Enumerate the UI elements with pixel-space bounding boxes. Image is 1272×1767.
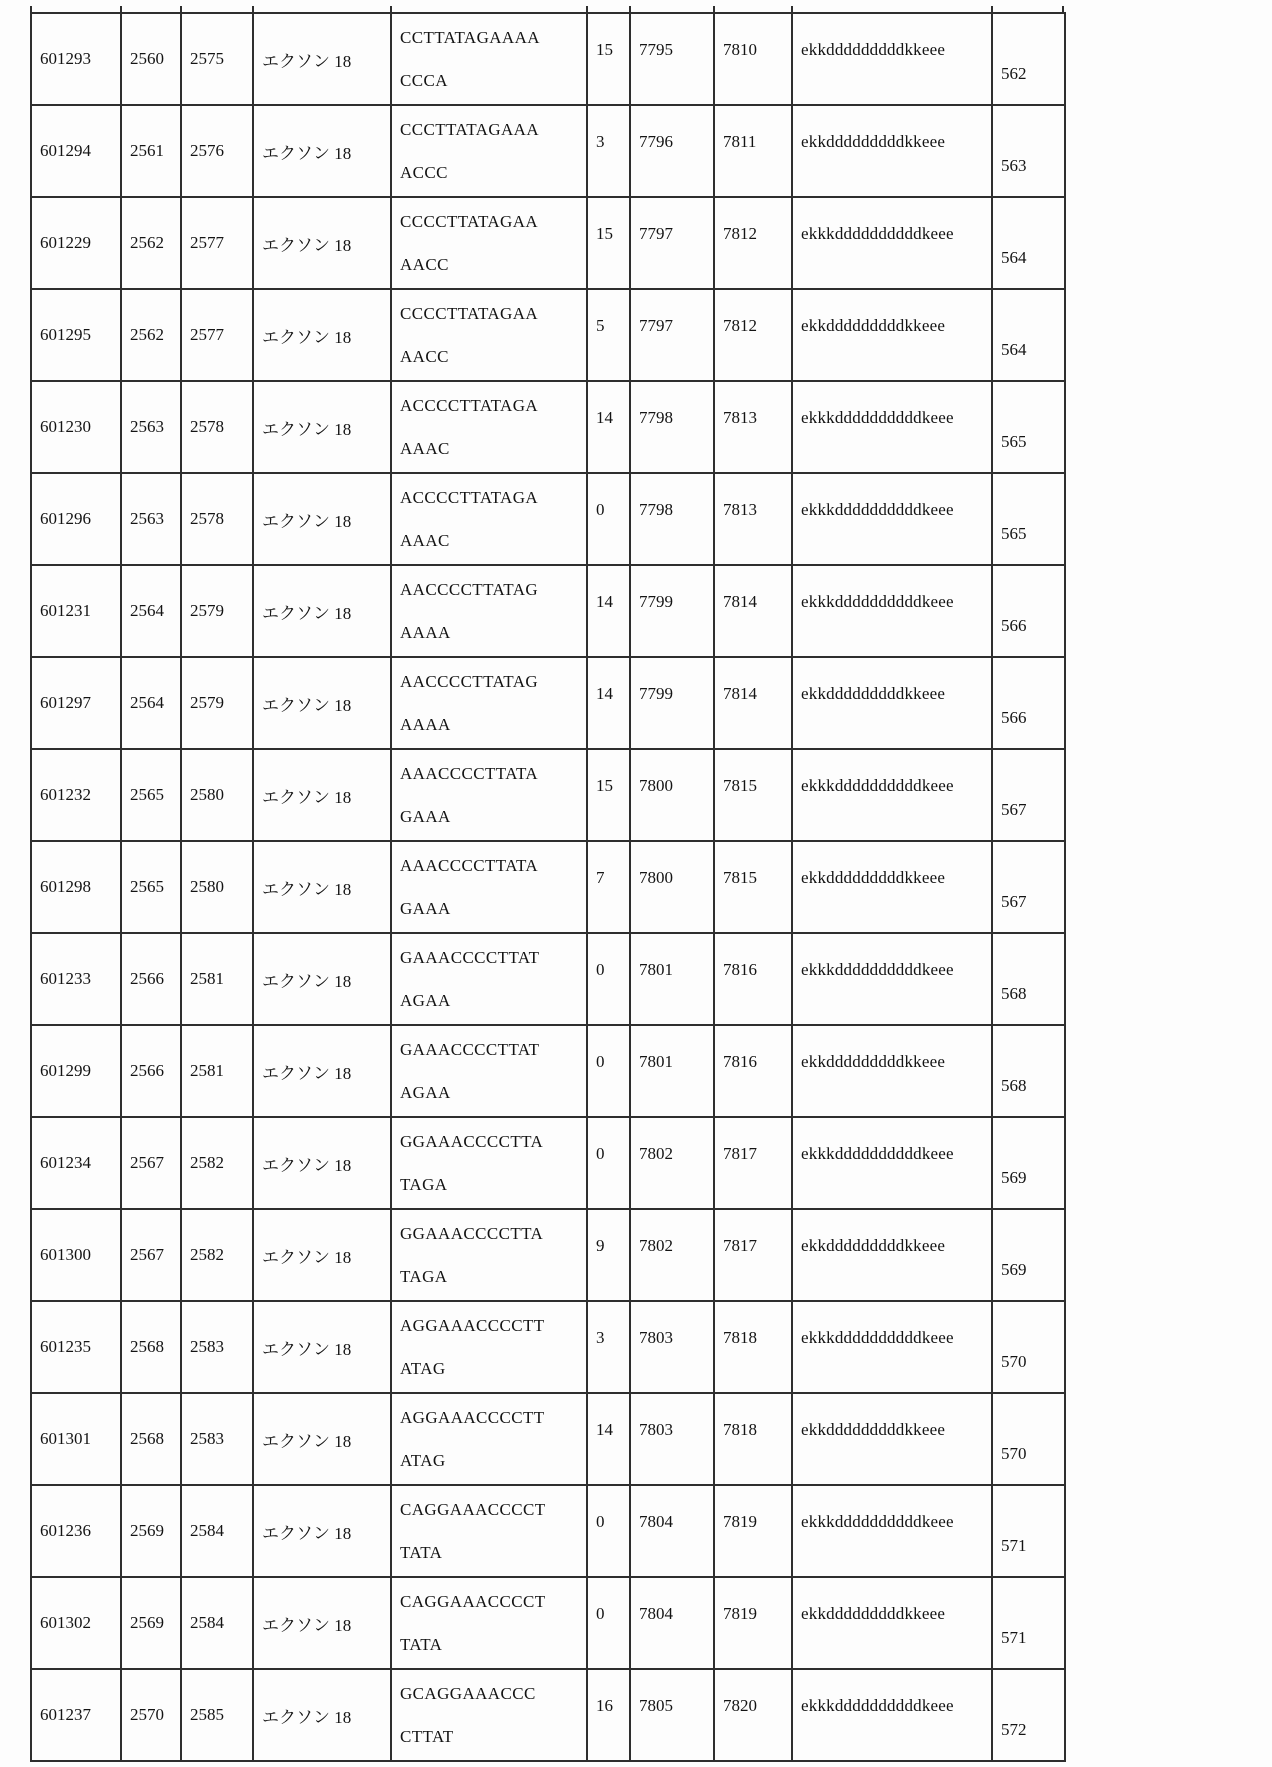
sequence-line-1: AGGAAACCCCTT [400, 1408, 545, 1427]
cell-seq-number: 566 [992, 565, 1065, 657]
cell-sequence [391, 1577, 587, 1669]
cell-chemistry-pattern: ekkdddddddddkkeee [792, 13, 992, 105]
cell-end: 2579 [181, 657, 253, 749]
cell-position-end: 7814 [714, 657, 792, 749]
sequence-line-1: ACCCCTTATAGA [400, 396, 539, 415]
cell-sequence [391, 1209, 587, 1301]
cell-oligo-id: 601229 [31, 197, 121, 289]
cell-chemistry-pattern: ekkdddddddddkkeee [792, 1393, 992, 1485]
cell-start: 2560 [121, 13, 181, 105]
cell-chemistry-pattern: ekkkddddddddddkeee [792, 381, 992, 473]
cell-count: 14 [587, 1393, 630, 1485]
cell-count: 14 [587, 565, 630, 657]
cell-position-end: 7817 [714, 1117, 792, 1209]
sequence-line-1: CCCCTTATAGAA [400, 212, 539, 231]
cell-oligo-id: 601297 [31, 657, 121, 749]
cell-seq-number: 567 [992, 841, 1065, 933]
cell-end: 2583 [181, 1393, 253, 1485]
cell-seq-number: 571 [992, 1485, 1065, 1577]
table-row [31, 1485, 1065, 1577]
cell-sequence [391, 1393, 587, 1485]
sequence-line-2: GAAA [400, 807, 451, 826]
cell-position-start: 7801 [630, 1025, 714, 1117]
cell-end: 2577 [181, 289, 253, 381]
cell-exon: エクソン 18 [253, 105, 391, 197]
cell-position-end: 7819 [714, 1577, 792, 1669]
cell-sequence [391, 1301, 587, 1393]
cell-chemistry-pattern: ekkdddddddddkkeee [792, 1025, 992, 1117]
cell-start: 2565 [121, 749, 181, 841]
cell-end: 2582 [181, 1117, 253, 1209]
cell-start: 2563 [121, 381, 181, 473]
cell-exon: エクソン 18 [253, 841, 391, 933]
sequence-line-2: TATA [400, 1543, 443, 1562]
cell-sequence [391, 105, 587, 197]
cell-start: 2565 [121, 841, 181, 933]
cell-position-end: 7813 [714, 381, 792, 473]
sequence-line-2: CTTAT [400, 1727, 454, 1746]
cell-position-start: 7802 [630, 1117, 714, 1209]
cell-chemistry-pattern: ekkkddddddddddkeee [792, 565, 992, 657]
cell-oligo-id: 601302 [31, 1577, 121, 1669]
cell-oligo-id: 601293 [31, 13, 121, 105]
cell-count: 0 [587, 1025, 630, 1117]
cell-seq-number: 570 [992, 1393, 1065, 1485]
sequence-line-1: GAAACCCCTTAT [400, 948, 540, 967]
cell-sequence [391, 1117, 587, 1209]
sequence-line-2: ATAG [400, 1451, 446, 1470]
cell-count: 0 [587, 1485, 630, 1577]
cell-count: 7 [587, 841, 630, 933]
cell-position-start: 7798 [630, 473, 714, 565]
cell-end: 2578 [181, 381, 253, 473]
sequence-line-2: TAGA [400, 1175, 448, 1194]
cell-position-start: 7805 [630, 1669, 714, 1761]
cell-end: 2578 [181, 473, 253, 565]
cell-end: 2582 [181, 1209, 253, 1301]
cell-position-start: 7804 [630, 1485, 714, 1577]
sequence-line-2: ACCC [400, 163, 448, 182]
cell-chemistry-pattern: ekkkddddddddddkeee [792, 197, 992, 289]
cell-position-start: 7803 [630, 1301, 714, 1393]
cell-seq-number: 562 [992, 13, 1065, 105]
cell-count: 14 [587, 381, 630, 473]
cell-seq-number: 569 [992, 1209, 1065, 1301]
cell-chemistry-pattern: ekkkddddddddddkeee [792, 1669, 992, 1761]
cell-end: 2584 [181, 1577, 253, 1669]
cell-chemistry-pattern: ekkkddddddddddkeee [792, 1301, 992, 1393]
cell-seq-number: 571 [992, 1577, 1065, 1669]
column-rule-stub [30, 6, 120, 12]
cell-count: 0 [587, 1577, 630, 1669]
cell-count: 3 [587, 1301, 630, 1393]
cell-exon: エクソン 18 [253, 1117, 391, 1209]
cell-position-end: 7816 [714, 933, 792, 1025]
cell-exon: エクソン 18 [253, 1485, 391, 1577]
sequence-line-2: AGAA [400, 991, 451, 1010]
cell-start: 2567 [121, 1209, 181, 1301]
cell-sequence [391, 749, 587, 841]
table-body [31, 13, 1065, 1761]
oligo-table [30, 12, 1066, 1762]
cell-seq-number: 569 [992, 1117, 1065, 1209]
cell-count: 16 [587, 1669, 630, 1761]
cell-chemistry-pattern: ekkdddddddddkkeee [792, 105, 992, 197]
cell-sequence [391, 841, 587, 933]
cell-seq-number: 564 [992, 289, 1065, 381]
cell-chemistry-pattern: ekkdddddddddkkeee [792, 1577, 992, 1669]
cell-seq-number: 565 [992, 381, 1065, 473]
cell-sequence [391, 933, 587, 1025]
cell-exon: エクソン 18 [253, 1577, 391, 1669]
column-rule-stub [629, 6, 713, 12]
cell-position-start: 7804 [630, 1577, 714, 1669]
column-rule-stub [120, 6, 180, 12]
cell-exon: エクソン 18 [253, 657, 391, 749]
table-row [31, 565, 1065, 657]
cell-sequence [391, 565, 587, 657]
cell-sequence [391, 473, 587, 565]
cell-exon: エクソン 18 [253, 1669, 391, 1761]
cell-oligo-id: 601235 [31, 1301, 121, 1393]
cell-position-start: 7799 [630, 565, 714, 657]
table-row [31, 749, 1065, 841]
sequence-line-1: GAAACCCCTTAT [400, 1040, 540, 1059]
cell-position-end: 7811 [714, 105, 792, 197]
cell-position-end: 7820 [714, 1669, 792, 1761]
previous-row-cutoff [30, 6, 1064, 12]
table-row [31, 657, 1065, 749]
cell-count: 0 [587, 473, 630, 565]
sequence-line-1: CCCTTATAGAAA [400, 120, 540, 139]
column-rule-stub [791, 6, 991, 12]
cell-exon: エクソン 18 [253, 1025, 391, 1117]
sequence-line-1: AAACCCCTTATA [400, 764, 539, 783]
table-row [31, 1301, 1065, 1393]
cell-start: 2564 [121, 657, 181, 749]
cell-oligo-id: 601295 [31, 289, 121, 381]
table-row [31, 1025, 1065, 1117]
sequence-line-2: AACC [400, 255, 449, 274]
column-rule-stub [586, 6, 629, 12]
cell-count: 0 [587, 1117, 630, 1209]
sequence-line-1: AAACCCCTTATA [400, 856, 539, 875]
cell-exon: エクソン 18 [253, 1209, 391, 1301]
cell-exon: エクソン 18 [253, 1301, 391, 1393]
sequence-line-1: GCAGGAAACCC [400, 1684, 536, 1703]
table-row [31, 473, 1065, 565]
column-rule-stub [252, 6, 390, 12]
cell-seq-number: 565 [992, 473, 1065, 565]
cell-position-end: 7812 [714, 289, 792, 381]
cell-start: 2564 [121, 565, 181, 657]
cell-count: 15 [587, 197, 630, 289]
cell-start: 2561 [121, 105, 181, 197]
sequence-line-2: AAAC [400, 439, 450, 458]
cell-count: 15 [587, 749, 630, 841]
cell-chemistry-pattern: ekkdddddddddkkeee [792, 1209, 992, 1301]
cell-end: 2581 [181, 933, 253, 1025]
cell-count: 14 [587, 657, 630, 749]
table-row [31, 1577, 1065, 1669]
cell-end: 2577 [181, 197, 253, 289]
cell-sequence [391, 1485, 587, 1577]
cell-end: 2581 [181, 1025, 253, 1117]
cell-oligo-id: 601232 [31, 749, 121, 841]
cell-sequence [391, 381, 587, 473]
cell-position-end: 7814 [714, 565, 792, 657]
table-row [31, 1209, 1065, 1301]
cell-exon: エクソン 18 [253, 197, 391, 289]
sequence-line-1: ACCCCTTATAGA [400, 488, 539, 507]
cell-oligo-id: 601236 [31, 1485, 121, 1577]
sequence-line-1: CCTTATAGAAAA [400, 28, 540, 47]
cell-position-start: 7799 [630, 657, 714, 749]
sequence-line-1: AGGAAACCCCTT [400, 1316, 545, 1335]
cell-start: 2569 [121, 1485, 181, 1577]
cell-exon: エクソン 18 [253, 289, 391, 381]
cell-position-start: 7803 [630, 1393, 714, 1485]
cell-seq-number: 564 [992, 197, 1065, 289]
cell-count: 3 [587, 105, 630, 197]
cell-seq-number: 568 [992, 1025, 1065, 1117]
cell-end: 2580 [181, 841, 253, 933]
table-row [31, 289, 1065, 381]
cell-exon: エクソン 18 [253, 381, 391, 473]
column-rule-stub [390, 6, 586, 12]
table-row [31, 13, 1065, 105]
sequence-line-2: CCCA [400, 71, 448, 90]
cell-start: 2568 [121, 1393, 181, 1485]
sequence-line-1: CAGGAAACCCCT [400, 1592, 546, 1611]
cell-position-end: 7818 [714, 1393, 792, 1485]
cell-seq-number: 568 [992, 933, 1065, 1025]
cell-count: 9 [587, 1209, 630, 1301]
sequence-line-2: AAAC [400, 531, 450, 550]
cell-seq-number: 563 [992, 105, 1065, 197]
cell-seq-number: 567 [992, 749, 1065, 841]
cell-position-start: 7797 [630, 289, 714, 381]
cell-position-start: 7795 [630, 13, 714, 105]
cell-oligo-id: 601298 [31, 841, 121, 933]
sequence-line-2: GAAA [400, 899, 451, 918]
cell-start: 2563 [121, 473, 181, 565]
cell-sequence [391, 13, 587, 105]
cell-start: 2570 [121, 1669, 181, 1761]
cell-chemistry-pattern: ekkdddddddddkkeee [792, 657, 992, 749]
sequence-line-2: AGAA [400, 1083, 451, 1102]
cell-start: 2562 [121, 289, 181, 381]
cell-position-start: 7797 [630, 197, 714, 289]
cell-exon: エクソン 18 [253, 13, 391, 105]
column-rule-stub [713, 6, 791, 12]
column-rule-stub [180, 6, 252, 12]
sequence-line-2: AACC [400, 347, 449, 366]
cell-chemistry-pattern: ekkkddddddddddkeee [792, 933, 992, 1025]
cell-oligo-id: 601300 [31, 1209, 121, 1301]
cell-count: 15 [587, 13, 630, 105]
cell-exon: エクソン 18 [253, 473, 391, 565]
cell-position-end: 7813 [714, 473, 792, 565]
sequence-line-1: GGAAACCCCTTA [400, 1224, 544, 1243]
cell-position-end: 7817 [714, 1209, 792, 1301]
sequence-line-2: AAAA [400, 715, 451, 734]
cell-position-start: 7800 [630, 841, 714, 933]
cell-exon: エクソン 18 [253, 565, 391, 657]
cell-sequence [391, 1669, 587, 1761]
cell-chemistry-pattern: ekkkddddddddddkeee [792, 749, 992, 841]
cell-position-start: 7801 [630, 933, 714, 1025]
cell-exon: エクソン 18 [253, 1393, 391, 1485]
cell-position-start: 7802 [630, 1209, 714, 1301]
cell-position-end: 7810 [714, 13, 792, 105]
cell-chemistry-pattern: ekkkddddddddddkeee [792, 1117, 992, 1209]
sequence-line-2: TAGA [400, 1267, 448, 1286]
cell-end: 2585 [181, 1669, 253, 1761]
cell-count: 5 [587, 289, 630, 381]
cell-start: 2569 [121, 1577, 181, 1669]
table-row [31, 1669, 1065, 1761]
cell-oligo-id: 601294 [31, 105, 121, 197]
cell-end: 2575 [181, 13, 253, 105]
cell-oligo-id: 601299 [31, 1025, 121, 1117]
cell-end: 2584 [181, 1485, 253, 1577]
table-row [31, 1393, 1065, 1485]
cell-oligo-id: 601301 [31, 1393, 121, 1485]
cell-position-end: 7815 [714, 749, 792, 841]
cell-chemistry-pattern: ekkdddddddddkkeee [792, 289, 992, 381]
cell-sequence [391, 197, 587, 289]
cell-exon: エクソン 18 [253, 749, 391, 841]
cell-sequence [391, 1025, 587, 1117]
cell-position-end: 7818 [714, 1301, 792, 1393]
table-row [31, 197, 1065, 289]
sequence-line-2: TATA [400, 1635, 443, 1654]
column-rule-stub [991, 6, 1064, 12]
cell-oligo-id: 601230 [31, 381, 121, 473]
cell-start: 2562 [121, 197, 181, 289]
table-row [31, 841, 1065, 933]
cell-seq-number: 566 [992, 657, 1065, 749]
table-row [31, 105, 1065, 197]
sequence-line-1: GGAAACCCCTTA [400, 1132, 544, 1151]
cell-chemistry-pattern: ekkdddddddddkkeee [792, 841, 992, 933]
cell-seq-number: 572 [992, 1669, 1065, 1761]
table-row [31, 1117, 1065, 1209]
cell-oligo-id: 601234 [31, 1117, 121, 1209]
sequence-line-1: AACCCCTTATAG [400, 672, 539, 691]
cell-chemistry-pattern: ekkkddddddddddkeee [792, 473, 992, 565]
sequence-line-1: AACCCCTTATAG [400, 580, 539, 599]
cell-start: 2567 [121, 1117, 181, 1209]
cell-start: 2566 [121, 933, 181, 1025]
sequence-line-2: ATAG [400, 1359, 446, 1378]
cell-sequence [391, 289, 587, 381]
sequence-line-1: CAGGAAACCCCT [400, 1500, 546, 1519]
cell-position-end: 7819 [714, 1485, 792, 1577]
cell-chemistry-pattern: ekkkddddddddddkeee [792, 1485, 992, 1577]
cell-count: 0 [587, 933, 630, 1025]
sequence-line-1: CCCCTTATAGAA [400, 304, 539, 323]
cell-sequence [391, 657, 587, 749]
cell-position-start: 7796 [630, 105, 714, 197]
table-row [31, 381, 1065, 473]
cell-start: 2568 [121, 1301, 181, 1393]
cell-position-start: 7800 [630, 749, 714, 841]
cell-end: 2576 [181, 105, 253, 197]
cell-oligo-id: 601237 [31, 1669, 121, 1761]
cell-position-end: 7815 [714, 841, 792, 933]
cell-exon: エクソン 18 [253, 933, 391, 1025]
table-row [31, 933, 1065, 1025]
cell-seq-number: 570 [992, 1301, 1065, 1393]
cell-oligo-id: 601231 [31, 565, 121, 657]
sequence-line-2: AAAA [400, 623, 451, 642]
cell-end: 2580 [181, 749, 253, 841]
cell-position-start: 7798 [630, 381, 714, 473]
cell-position-end: 7816 [714, 1025, 792, 1117]
cell-position-end: 7812 [714, 197, 792, 289]
cell-oligo-id: 601296 [31, 473, 121, 565]
cell-end: 2579 [181, 565, 253, 657]
cell-oligo-id: 601233 [31, 933, 121, 1025]
cell-end: 2583 [181, 1301, 253, 1393]
cell-start: 2566 [121, 1025, 181, 1117]
